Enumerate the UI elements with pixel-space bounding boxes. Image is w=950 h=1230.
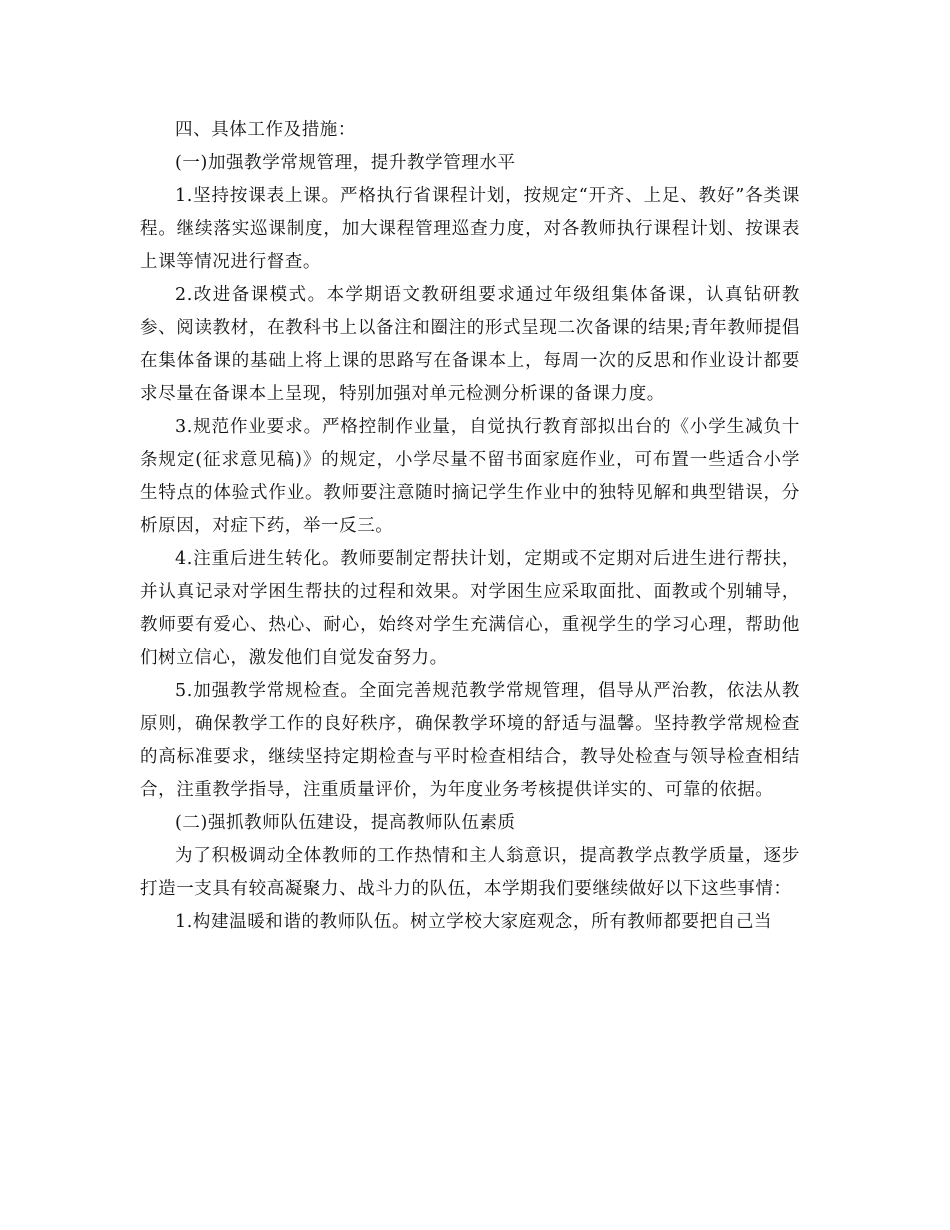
paragraph-harmonious-team: 1.构建温暖和谐的教师队伍。树立学校大家庭观念，所有教师都要把自己当 <box>175 912 773 932</box>
section-heading-measures: 四、具体工作及措施： <box>175 120 356 140</box>
subsection-heading-teacher-team: (二)强抓教师队伍建设，提高教师队伍素质 <box>175 813 516 833</box>
paragraph-struggling-students: 4.注重后进生转化。教师要制定帮扶计划，定期或不定期对后进生进行帮扶，并认真记录对学困生帮扶的过程和效果。对学困生应采取面批、面教或个别辅导，教师要有爱心、热心、耐心，始终对学生充满信心，重视学生的学习心理，帮助他们树立信心，激发他们自觉发奋努力。 <box>140 549 800 668</box>
paragraph-homework-requirements: 3.规范作业要求。严格控制作业量，自觉执行教育部拟出台的《小学生减负十条规定(征求意见稿)》的规定，小学尽量不留书面家庭作业，可布置一些适合小学生特点的体验式作业。教师要注意随时摘记学生作业中的独特见解和典型错误，分析原因，对症下药，举一反三。 <box>140 417 800 536</box>
paragraph-team-intro: 为了积极调动全体教师的工作热情和主人翁意识，提高教学点教学质量，逐步打造一支具有较高凝聚力、战斗力的队伍，本学期我们要继续做好以下这些事情： <box>140 846 800 899</box>
subsection-heading-teaching-management: (一)加强教学常规管理，提升教学管理水平 <box>175 153 516 173</box>
paragraph-class-schedule: 1.坚持按课表上课。严格执行省课程计划，按规定“开齐、上足、教好”各类课程。继续落实巡课制度，加大课程管理巡查力度，对各教师执行课程计划、按课表上课等情况进行督查。 <box>140 186 800 272</box>
document-body <box>140 114 800 939</box>
paragraph-lesson-preparation: 2.改进备课模式。本学期语文教研组要求通过年级组集体备课，认真钻研教参、阅读教材，在教科书上以备注和圈注的形式呈现二次备课的结果;青年教师提倡在集体备课的基础上将上课的思路写在备课本上，每周一次的反思和作业设计都要求尽量在备课本上呈现，特别加强对单元检测分析课的备课力度。 <box>140 285 800 404</box>
paragraph-routine-inspection: 5.加强教学常规检查。全面完善规范教学常规管理，倡导从严治教，依法从教原则，确保教学工作的良好秩序，确保教学环境的舒适与温馨。坚持教学常规检查的高标准要求，继续坚持定期检查与平时检查相结合，教导处检查与领导检查相结合，注重教学指导，注重质量评价，为年度业务考核提供详实的、可靠的依据。 <box>140 681 800 800</box>
